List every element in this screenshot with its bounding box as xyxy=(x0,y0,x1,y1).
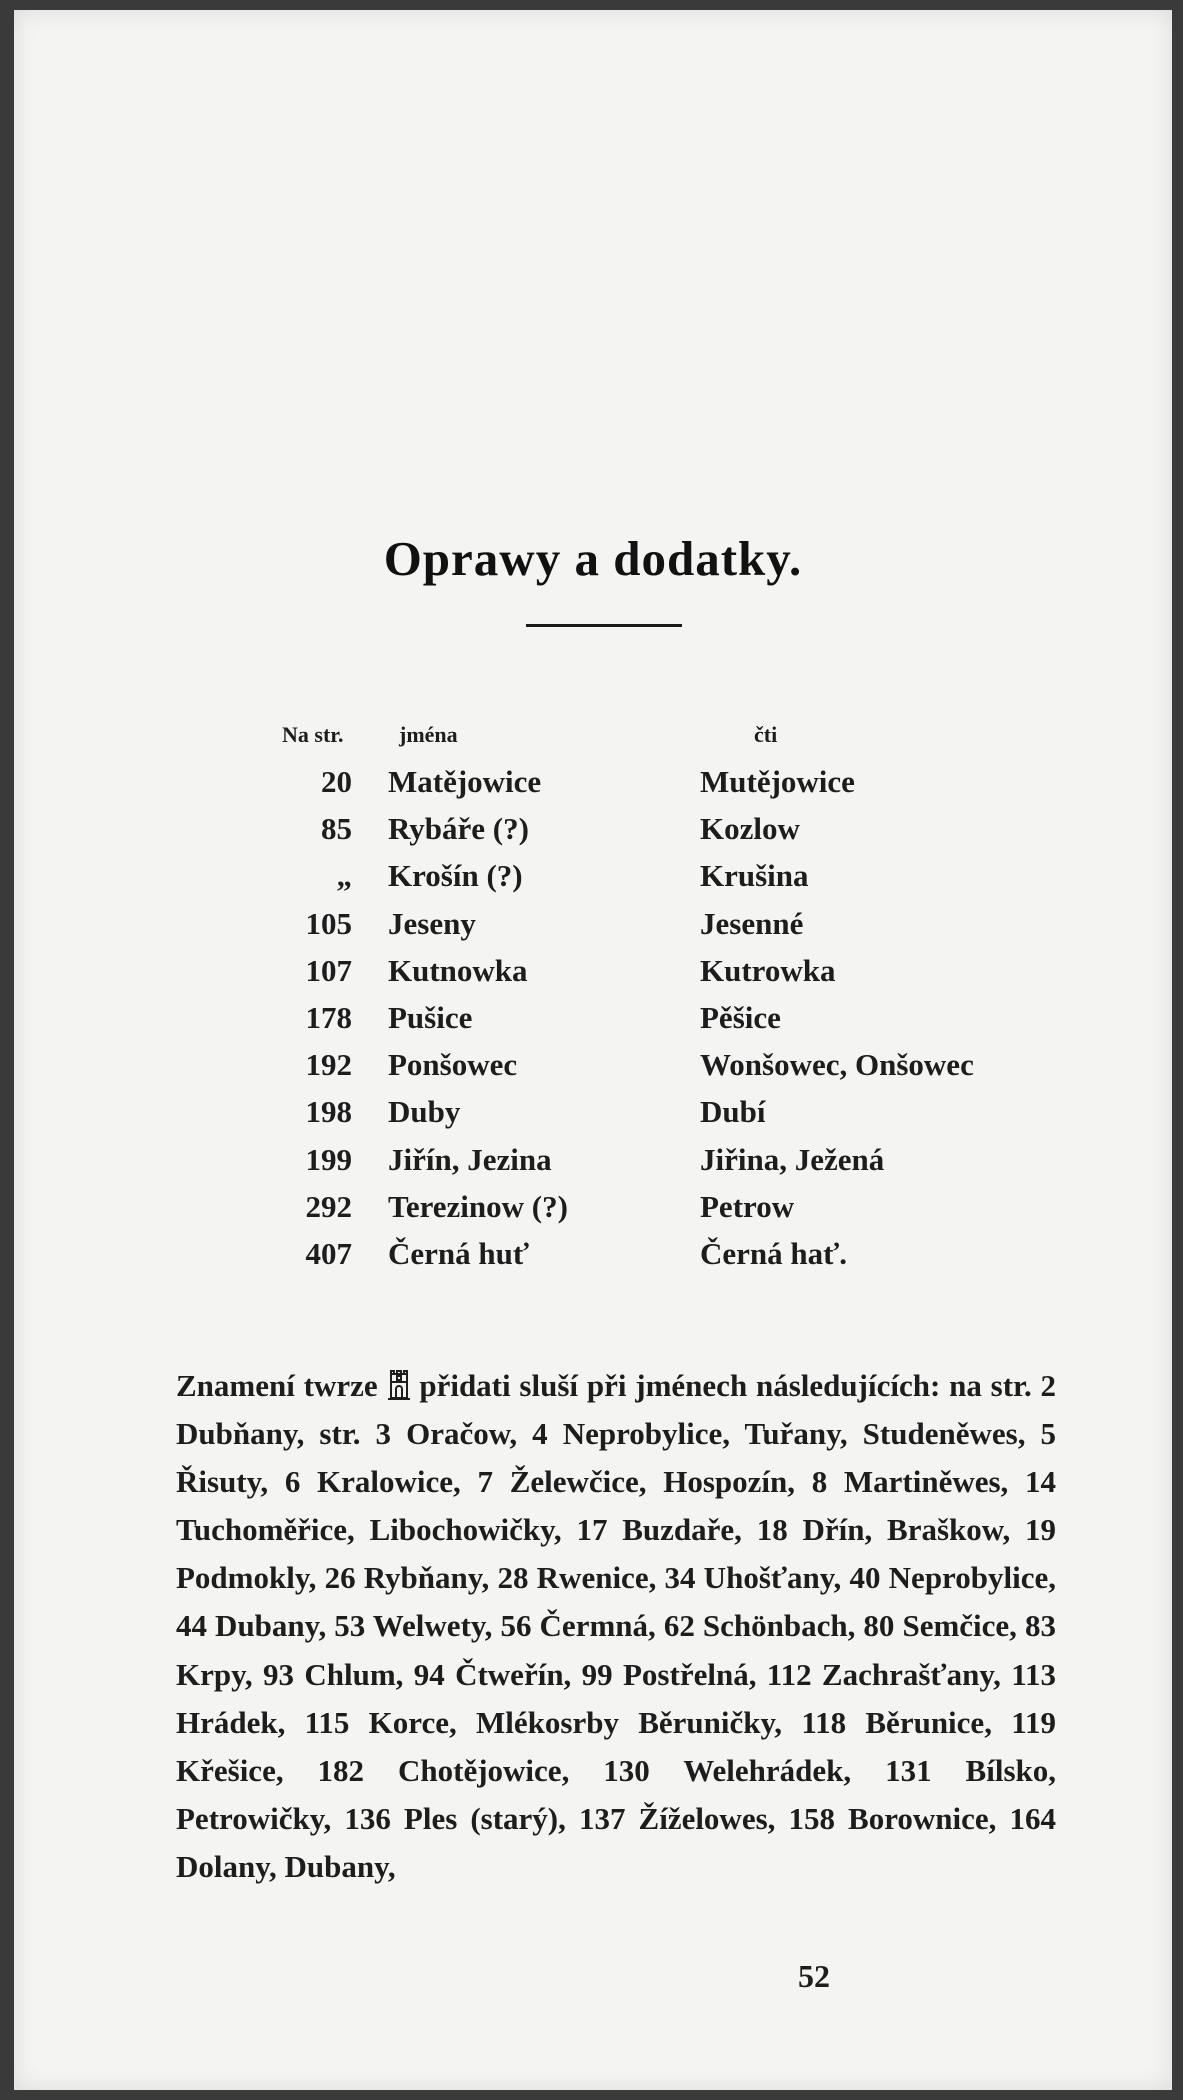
row-read: Kozlow xyxy=(700,811,800,847)
row-name: Duby xyxy=(388,1094,461,1130)
row-name: Rybáře (?) xyxy=(388,811,529,847)
header-names: jména xyxy=(399,722,458,747)
page-number: 52 xyxy=(798,1958,830,1994)
row-read: Jiřina, Ježená xyxy=(700,1141,885,1177)
row-read: Jesenné xyxy=(700,905,804,941)
row-name: Matějowice xyxy=(388,764,542,799)
row-page: 198 xyxy=(305,1094,352,1130)
table-row xyxy=(14,1047,1172,1094)
row-page: 85 xyxy=(321,811,352,847)
row-page: 407 xyxy=(305,1235,352,1271)
row-page: 105 xyxy=(305,905,352,941)
row-page: 20 xyxy=(321,764,352,799)
header-page: Na str. xyxy=(282,722,344,747)
row-name: Jiřín, Jezina xyxy=(388,1141,552,1177)
row-read: Černá hať. xyxy=(700,1235,848,1271)
row-read: Mutějowice xyxy=(700,764,855,799)
document-page xyxy=(14,10,1172,2090)
row-read: Krušina xyxy=(700,858,809,894)
errata-table xyxy=(14,764,1172,1283)
table-row xyxy=(14,953,1172,1000)
row-read: Pěšice xyxy=(700,999,781,1035)
title-divider xyxy=(526,624,682,627)
row-page: 199 xyxy=(305,1141,352,1177)
table-row xyxy=(14,1000,1172,1047)
row-name: Pušice xyxy=(388,999,473,1035)
tower-sign-note xyxy=(176,1362,1056,1891)
table-row xyxy=(14,1094,1172,1141)
table-row xyxy=(14,906,1172,953)
row-name: Terezinow (?) xyxy=(388,1188,568,1224)
table-row xyxy=(14,1189,1172,1236)
row-page: 292 xyxy=(305,1188,352,1224)
row-read: Kutrowka xyxy=(700,952,836,988)
note-lead-text: Znamení twrze xyxy=(176,1368,378,1403)
row-page: „ xyxy=(336,858,352,894)
row-page: 107 xyxy=(305,952,352,988)
table-row xyxy=(14,1142,1172,1189)
row-name: Ponšowec xyxy=(388,1047,518,1083)
row-name: Černá huť xyxy=(388,1235,530,1271)
row-read: Dubí xyxy=(700,1094,766,1130)
table-row xyxy=(14,1236,1172,1283)
table-row xyxy=(14,764,1172,811)
page-title: Oprawy a dodatky. xyxy=(383,531,803,586)
row-name: Kutnowka xyxy=(388,952,528,988)
row-name: Jeseny xyxy=(388,905,476,941)
header-read: čti xyxy=(754,722,778,747)
row-read: Petrow xyxy=(700,1188,795,1224)
row-read: Wonšowec, Onšowec xyxy=(700,1047,974,1083)
table-row xyxy=(14,858,1172,905)
tower-icon xyxy=(387,1366,411,1396)
row-name: Krošín (?) xyxy=(388,858,523,894)
table-row xyxy=(14,811,1172,858)
row-page: 178 xyxy=(305,999,352,1035)
note-body-text: přidati sluší při jménech následujících: na str. 2 Dubňany, str. 3 Oračow, 4 Neprobylice, Tuřany, Studeněwes, 5 Řisuty, 6 Kralowice, 7 Želewčice, Hospozín, 8 Martiněwes, 14 Tuchoměřice, Libochowičky, 17 Buzdaře, 18 Dřín, Braškow, 19 Podmokly, 26 Rybňany, 28 Rwenice, 34 Uhošťany, 40 Neprobylice, 44 Dubany, 53 Welwety, 56 Čermná, 62 Schönbach, 80 Semčice, 83 Krpy, 93 Chlum, 94 Čtweřín, 99 Postřelná, 112 Zachrašťany, 113 Hrádek, 115 Korce, Mlékosrby Běruničky, 118 Běrunice, 119 Křešice, 182 Chotějowice, 130 Welehrádek, 131 Bílsko, Petrowičky, 136 Ples (starý), 137 Žíželowes, 158 Borownice, 164 Dolany, Dubany, xyxy=(176,1368,1057,1884)
row-page: 192 xyxy=(305,1047,352,1083)
